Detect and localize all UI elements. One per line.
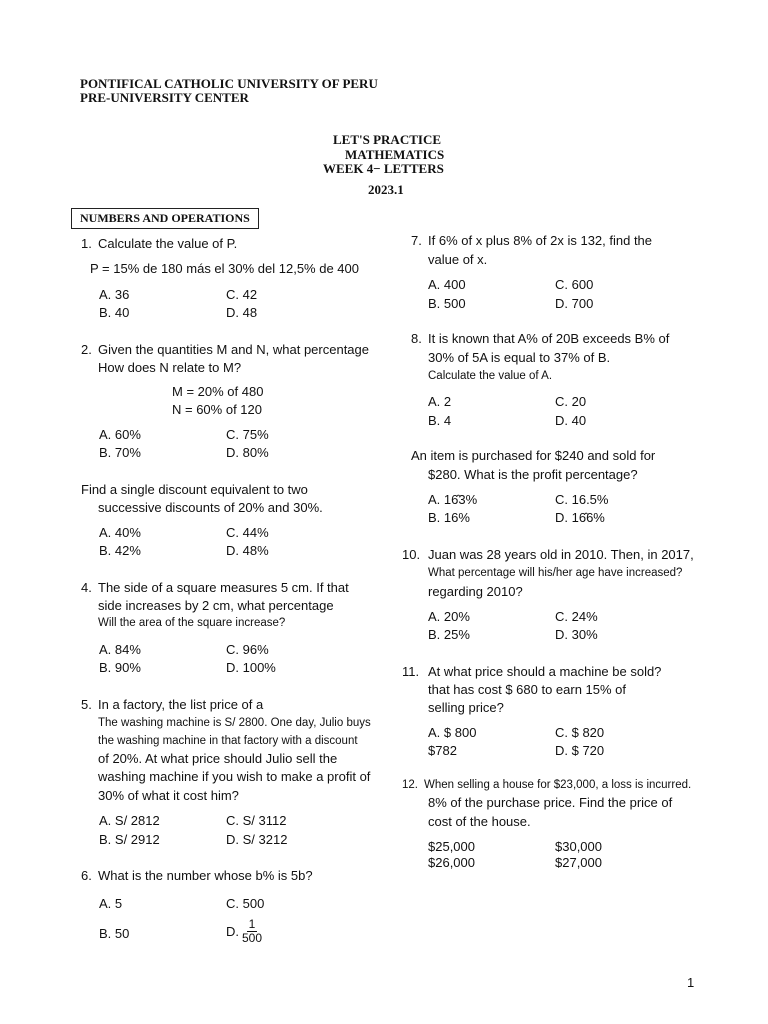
q1-option-a: A. 36: [99, 287, 130, 302]
q9-option-d: D. 16̂6%: [555, 510, 605, 525]
q6-option-b: B. 50: [99, 926, 130, 941]
q12-option-d: $27,000: [555, 855, 602, 870]
q11-line-3: selling price?: [428, 700, 504, 715]
q2-option-d: D. 80%: [226, 445, 269, 460]
q10-option-d: D. 30%: [555, 627, 598, 642]
title-line-3: WEEK 4− LETTERS: [323, 161, 444, 176]
q2-line-2: How does N relate to M?: [98, 360, 242, 375]
q9-option-b: B. 16%: [428, 510, 470, 525]
q4-line-2: side increases by 2 cm, what percentage: [98, 598, 334, 613]
q12-option-a: $25,000: [428, 839, 475, 854]
q10-number: 10.: [402, 547, 421, 562]
q1-option-b: B. 40: [99, 305, 130, 320]
q7-option-d: D. 700: [555, 296, 594, 311]
section-title: NUMBERS AND OPERATIONS: [71, 208, 259, 229]
q7-option-c: C. 600: [555, 277, 594, 292]
q7-line-1: If 6% of x plus 8% of 2x is 132, find the: [428, 233, 653, 248]
q6-text: What is the number whose b% is 5b?: [98, 868, 313, 883]
q11-option-d: D. $ 720: [555, 743, 605, 758]
q12-line-3: cost of the house.: [428, 814, 531, 829]
title-line-4: 2023.1: [368, 182, 404, 197]
center-name: PRE-UNIVERSITY CENTER: [80, 90, 249, 105]
q8-option-d: D. 40: [555, 413, 587, 428]
q6-option-c: C. 500: [226, 896, 265, 911]
q5-line-6: 30% of what it cost him?: [98, 788, 239, 803]
q9-option-a: A. 16̂3%: [428, 492, 478, 507]
q7-number: 7.: [411, 233, 422, 248]
q5-option-a: A. S/ 2812: [99, 813, 160, 828]
q1-number: 1.: [81, 236, 92, 251]
q8-number: 8.: [411, 331, 422, 346]
q11-number: 11.: [402, 664, 420, 679]
q10-line-2: What percentage will his/her age have increased?: [428, 567, 683, 579]
q11-line-2: that has cost $ 680 to earn 15% of: [428, 682, 627, 697]
q3-option-b: B. 42%: [99, 543, 141, 558]
q3-option-d: D. 48%: [226, 543, 269, 558]
q11-option-b: $782: [428, 743, 457, 758]
q6-number: 6.: [81, 868, 92, 883]
q8-option-c: C. 20: [555, 394, 587, 409]
q6-fraction-denominator: 500: [242, 931, 263, 945]
q5-line-1: In a factory, the list price of a: [98, 697, 264, 712]
q5-line-3: the washing machine in that factory with a discount: [98, 735, 358, 747]
q5-number: 5.: [81, 697, 92, 712]
q8-line-2: 30% of 5A is equal to 37% of B.: [428, 350, 611, 365]
q8-line-3: Calculate the value of A.: [428, 370, 553, 382]
q6-option-d-fraction: [242, 918, 262, 945]
q12-line-1: When selling a house for $23,000, a loss is incurred.: [424, 779, 692, 791]
q7-option-b: B. 500: [428, 296, 466, 311]
q11-line-1: At what price should a machine be sold?: [428, 664, 662, 679]
q3-line-1: Find a single discount equivalent to two: [81, 482, 308, 497]
q3-option-a: A. 40%: [99, 525, 141, 540]
page-number: 1: [687, 975, 695, 990]
q12-option-c: $30,000: [555, 839, 602, 854]
q4-option-b: B. 90%: [99, 660, 141, 675]
q2-number: 2.: [81, 342, 92, 357]
title-line-2: MATHEMATICS: [345, 147, 445, 162]
q4-option-c: C. 96%: [226, 642, 269, 657]
q11-option-c: C. $ 820: [555, 725, 605, 740]
q7-option-a: A. 400: [428, 277, 466, 292]
q6-fraction-numerator: 1: [248, 917, 256, 931]
q4-option-d: D. 100%: [226, 660, 276, 675]
q4-line-1: The side of a square measures 5 cm. If that: [98, 580, 349, 595]
q10-line-3: regarding 2010?: [428, 584, 523, 599]
q8-option-b: B. 4: [428, 413, 452, 428]
q5-option-c: C. S/ 3112: [226, 813, 287, 828]
q1-formula: P = 15% de 180 más el 30% del 12,5% de 400: [90, 261, 359, 276]
q5-line-4: of 20%. At what price should Julio sell the: [98, 751, 338, 766]
q12-option-b: $26,000: [428, 855, 475, 870]
q5-line-5: washing machine if you wish to make a profit of: [98, 769, 371, 784]
q10-option-a: A. 20%: [428, 609, 470, 624]
q10-line-1: Juan was 28 years old in 2010. Then, in 2017,: [428, 547, 694, 562]
title-line-1: LET'S PRACTICE: [333, 132, 441, 147]
q4-option-a: A. 84%: [99, 642, 141, 657]
q5-option-b: B. S/ 2912: [99, 832, 160, 847]
q1-text: Calculate the value of P.: [98, 236, 238, 251]
q1-option-d: D. 48: [226, 305, 258, 320]
q5-line-2: The washing machine is S/ 2800. One day, Julio buys: [98, 717, 371, 729]
q2-m-definition: M = 20% of 480: [172, 384, 264, 399]
q4-line-3: Will the area of the square increase?: [98, 617, 286, 629]
q4-number: 4.: [81, 580, 92, 595]
q7-line-2: value of x.: [428, 252, 488, 267]
q1-option-c: C. 42: [226, 287, 258, 302]
q2-option-c: C. 75%: [226, 427, 269, 442]
q6-option-d-label: D.: [226, 923, 239, 939]
q11-option-a: A. $ 800: [428, 725, 477, 740]
q2-n-definition: N = 60% of 120: [172, 402, 262, 417]
q3-option-c: C. 44%: [226, 525, 269, 540]
q6-option-a: A. 5: [99, 896, 123, 911]
q9-line-2: $280. What is the profit percentage?: [428, 467, 638, 482]
university-name: PONTIFICAL CATHOLIC UNIVERSITY OF PERU: [80, 76, 378, 91]
q2-option-a: A. 60%: [99, 427, 141, 442]
q8-option-a: A. 2: [428, 394, 452, 409]
q12-number: 12.: [402, 779, 418, 791]
q8-line-1: It is known that A% of 20B exceeds B% of: [428, 331, 670, 346]
q9-option-c: C. 16.5%: [555, 492, 609, 507]
q5-option-d: D. S/ 3212: [226, 832, 288, 847]
q2-option-b: B. 70%: [99, 445, 141, 460]
q10-option-b: B. 25%: [428, 627, 470, 642]
q9-line-1: An item is purchased for $240 and sold for: [411, 448, 656, 463]
q12-line-2: 8% of the purchase price. Find the price of: [428, 795, 673, 810]
q3-line-2: successive discounts of 20% and 30%.: [98, 500, 323, 515]
q6-option-d: [226, 918, 262, 945]
q2-line-1: Given the quantities M and N, what percentage: [98, 342, 369, 357]
q10-option-c: C. 24%: [555, 609, 598, 624]
